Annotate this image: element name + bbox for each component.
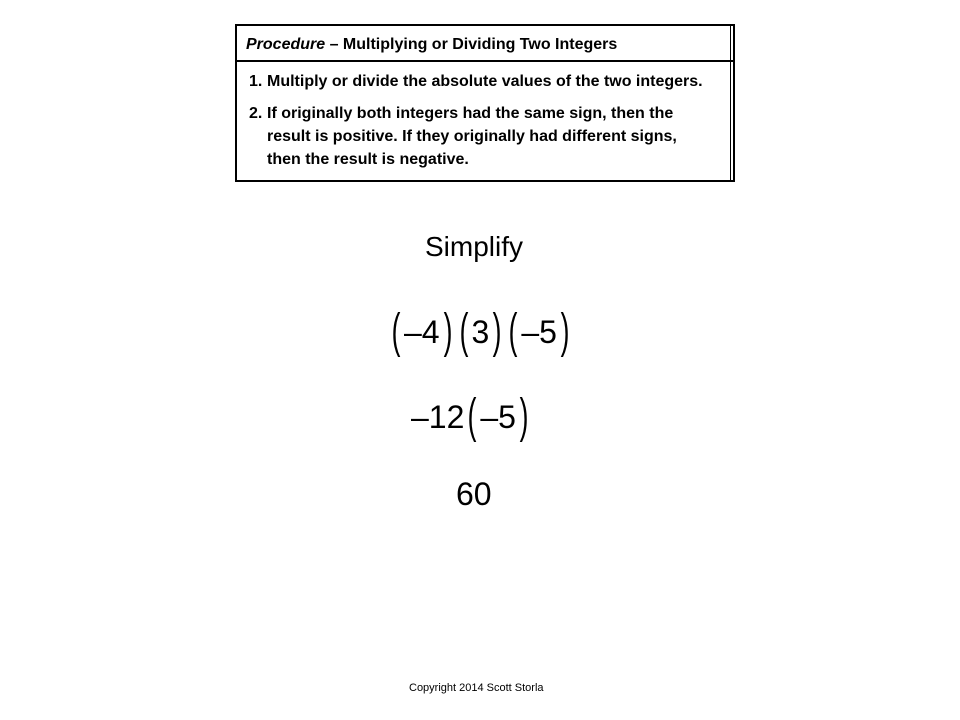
procedure-step-2: [249, 102, 733, 171]
number-term: –5: [480, 399, 516, 435]
number-term: –4: [403, 314, 440, 350]
procedure-steps: [237, 62, 733, 171]
open-paren: (: [467, 390, 477, 443]
number-term: 3: [471, 314, 490, 350]
number-term: –12: [411, 399, 465, 435]
expression-line-2: [411, 390, 532, 443]
procedure-step-1: [249, 70, 733, 93]
procedure-title-italic: Procedure: [246, 36, 326, 53]
open-paren: (: [508, 305, 518, 358]
expression-result: 60: [456, 476, 492, 512]
procedure-title: [237, 26, 733, 62]
step-text: If originally both integers had the same sign, then the result is positive. If they originally had different signs, then the result is negative.: [267, 105, 677, 168]
open-paren: (: [391, 305, 401, 358]
expression-line-1: [388, 305, 573, 358]
close-paren: ): [443, 305, 452, 358]
step-number: 1.: [249, 73, 263, 90]
close-paren: ): [519, 390, 529, 443]
number-term: –5: [521, 314, 557, 350]
simplify-heading: Simplify: [425, 231, 524, 262]
close-paren: ): [492, 305, 502, 358]
close-paren: ): [560, 305, 570, 358]
copyright-notice: Copyright 2014 Scott Storla: [409, 682, 544, 694]
procedure-title-rest: – Multiplying or Dividing Two Integers: [325, 36, 618, 53]
procedure-box: [235, 24, 735, 182]
step-number: 2.: [249, 105, 263, 122]
step-text: Multiply or divide the absolute values of the two integers.: [267, 73, 703, 90]
open-paren: (: [459, 305, 468, 358]
